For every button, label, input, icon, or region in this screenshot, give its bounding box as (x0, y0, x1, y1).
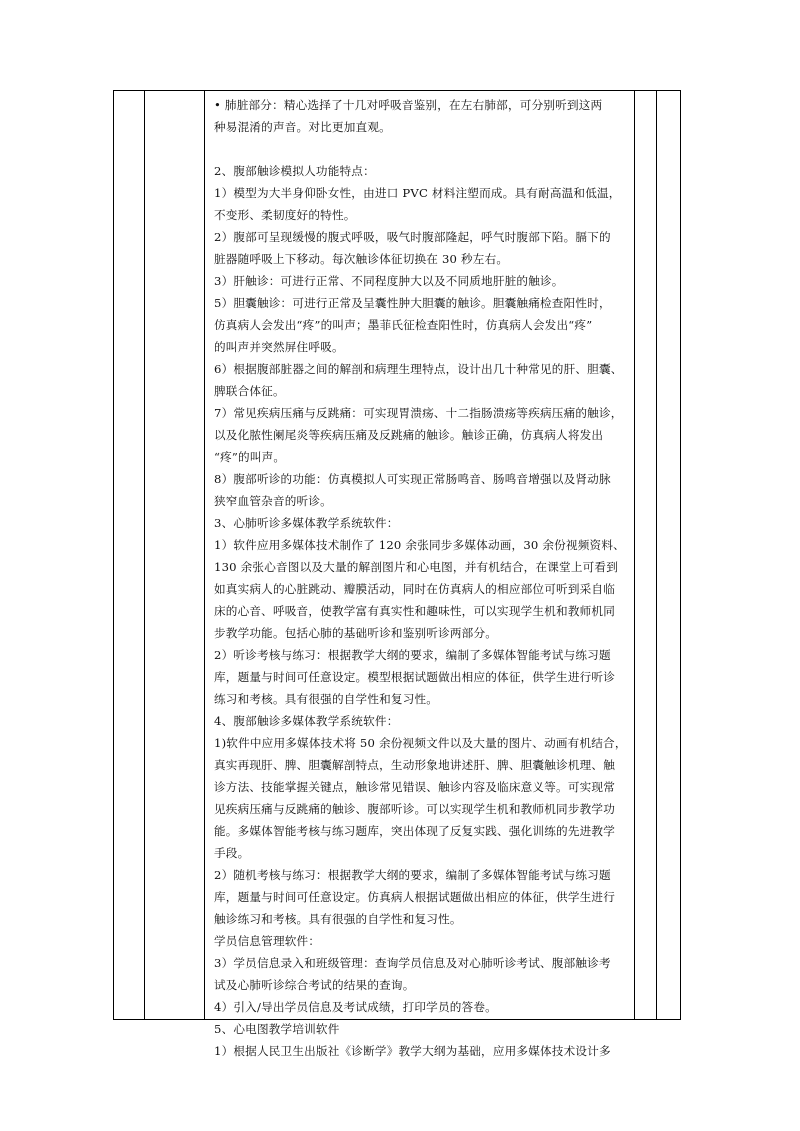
section-heading: 4、腹部触诊多媒体教学系统软件： (214, 714, 399, 728)
text-line: 4）引入/导出学员信息及考试成绩，打印学员的答卷。 (214, 1000, 497, 1014)
text-line: 床的心音、呼吸音，使教学富有真实性和趣味性，可以实现学生机和教师机同 (214, 604, 615, 618)
text-line: 2）随机考核与练习：根据教学大纲的要求，编制了多媒体智能考试与练习题 (214, 868, 611, 882)
text-line: 1）软件应用多媒体技术制作了 120 余张同步多媒体动画，30 余份视频资料、 (214, 538, 625, 552)
text-line: 真实再现肝、脾、胆囊解剖特点，生动形象地讲述肝、脾、胆囊触诊机理、触 (214, 758, 615, 772)
text-line: 1)软件中应用多媒体技术将 50 余份视频文件以及大量的图片、动画有机结合， (214, 736, 627, 750)
text-line: 1）模型为大半身仰卧女性，由进口 PVC 材料注塑而成。具有耐高温和低温， (214, 186, 621, 200)
text-line: 7）常见疾病压痛与反跳痛：可实现胃溃疡、十二指肠溃疡等疾病压痛的触诊， (214, 406, 623, 420)
text-line: 诊方法、技能掌握关键点，触诊常见错误、触诊内容及临床意义等。可实现常 (214, 780, 615, 794)
column-divider-4 (656, 91, 657, 1019)
text-line: 仿真病人会发出“疼”的叫声；墨菲氏征检查阳性时，仿真病人会发出“疼” (214, 318, 593, 332)
text-line: 1）根据人民卫生出版社《诊断学》教学大纲为基础，应用多媒体技术设计多 (214, 1044, 611, 1058)
text-line: 触诊练习和考核。具有很强的自学性和复习性。 (214, 912, 462, 926)
text-line: 狭窄血管杂音的听诊。 (214, 494, 332, 508)
text-line: 不变形、柔韧度好的特性。 (214, 208, 356, 222)
text-line: 脏器随呼吸上下移动。每次触诊体征切换在 30 秒左右。 (214, 252, 509, 266)
text-line: 3）学员信息录入和班级管理：查询学员信息及对心肺听诊考试、腹部触诊考 (214, 956, 611, 970)
text-line: 如真实病人的心脏跳动、瓣膜活动，同时在仿真病人的相应部位可听到采自临 (214, 582, 615, 596)
text-line: 8）腹部听诊的功能：仿真模拟人可实现正常肠鸣音、肠鸣音增强以及肾动脉 (214, 472, 611, 486)
column-divider-3 (634, 91, 635, 1019)
text-line: 种易混淆的声音。对比更加直观。 (214, 120, 391, 134)
text-line: 5）胆囊触诊：可进行正常及呈囊性肿大胆囊的触诊。胆囊触痛检查阳性时， (214, 296, 611, 310)
text-line: 步教学功能。包括心肺的基础听诊和鉴别听诊两部分。 (214, 626, 498, 640)
text-line: 以及化脓性阑尾炎等疾病压痛及反跳痛的触诊。触诊正确，仿真病人将发出 (214, 428, 604, 442)
text-line: 6）根据腹部脏器之间的解剖和病理生理特点，设计出几十种常见的肝、胆囊、 (214, 362, 623, 376)
text-line: 练习和考核。具有很强的自学性和复习性。 (214, 692, 439, 706)
text-line: 2）腹部可呈现缓慢的腹式呼吸，吸气时腹部隆起，呼气时腹部下陷。膈下的 (214, 230, 611, 244)
text-line: 见疾病压痛与反跳痛的触诊、腹部听诊。可以实现学生机和教师机同步教学功 (214, 802, 615, 816)
text-line: 手段。 (214, 846, 250, 860)
section-heading: 3、心肺听诊多媒体教学系统软件： (214, 516, 399, 530)
text-line: 库，题量与时间可任意设定。模型根据试题做出相应的体征，供学生进行听诊 (214, 670, 615, 684)
text-line: 130 余张心音图以及大量的解剖图片和心电图，并有机结合，在课堂上可看到 (214, 560, 619, 574)
text-line: • 肺脏部分：精心选择了十几对呼吸音鉴别，在左右肺部，可分别听到这两 (214, 98, 603, 112)
text-line: 2）听诊考核与练习：根据教学大纲的要求，编制了多媒体智能考试与练习题 (214, 648, 611, 662)
column-divider-1 (144, 91, 145, 1019)
text-line: 的叫声并突然屏住呼吸。 (214, 340, 344, 354)
text-line: 试及心肺听诊综合考试的结果的查询。 (214, 978, 415, 992)
text-line: 脾联合体征。 (214, 384, 285, 398)
section-heading: 2、腹部触诊模拟人功能特点： (214, 164, 375, 178)
text-line: 库，题量与时间可任意设定。仿真病人根据试题做出相应的体征，供学生进行 (214, 890, 615, 904)
text-line: 3）肝触诊：可进行正常、不同程度肿大以及不同质地肝脏的触诊。 (214, 274, 564, 288)
text-line: 能。多媒体智能考核与练习题库，突出体现了反复实践、强化训练的先进教学 (214, 824, 615, 838)
section-heading: 学员信息管理软件： (214, 934, 321, 948)
column-divider-2 (204, 91, 205, 1019)
text-line: “疼”的叫声。 (214, 450, 286, 464)
section-heading: 5、心电图教学培训软件 (214, 1022, 340, 1036)
